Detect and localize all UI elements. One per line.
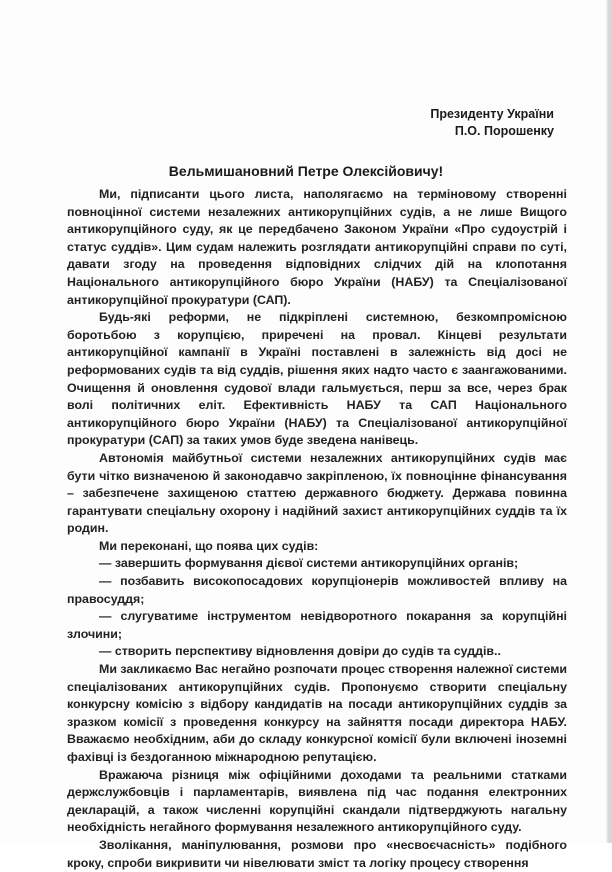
list-item-3: — слугуватиме інструментом невідворотного покарання за корупційні злочини; xyxy=(67,609,567,641)
addressee-name: П.О. Порошенку xyxy=(454,124,554,138)
paragraph-reforms: Будь-які реформи, не підкріплені системною, безкомпромісною боротьбою з корупцією, приречені на провал. Кінцеві результати антикорупційної кампанії в Україні поставлені в залежність від досі не реформованих судів та від суддів, рішення яких надто часто є заангажованими. Очищення й оновлення судової влади гальмується, перш за все, через брак волі політичних еліт. Ефективність НАБУ та САП Національного антикорупційного бюро України (НАБУ) та Спеціалізованої антикорупційної прокуратури (САП) за таких умов буде зведена нанівець. xyxy=(67,310,567,448)
paragraph-conviction: Ми переконані, що поява цих судів: xyxy=(99,538,319,553)
paragraph-delay: Зволікання, маніпулювання, розмови про «несвоєчасність» подібного кроку, спроби викривити чи нівелювати зміст та логіку процесу створення xyxy=(67,837,567,870)
page-edge-shadow xyxy=(606,0,610,843)
list-item-4: — створить перспективу відновлення довіри до судів та суддів.. xyxy=(99,644,501,659)
paragraph-declarations: Вражаюча різниця між офіційними доходами та реальними статками держслужбовців і парламентарів, виявлена під час подання електронних декларацій, а також численні корупційні скандали підтверджують нагальну необхідність негайного формування незалежного антикорупційного суду. xyxy=(67,767,567,835)
list-item-2: — позбавить високопосадових корупціонерів можливостей впливу на правосуддя; xyxy=(67,574,567,606)
list-item-1: — завершить формування дієвої системи антикорупційних органів; xyxy=(99,556,519,571)
paragraph-intro: Ми, підписанти цього листа, наполягаємо на терміновому створенні повноцінної системи незалежних антикорупційних судів, а не лише Вищого антикорупційного суду, як це передбачено Законом України «Про судоустрій і статус суддів». Цим судам належить розглядати антикорупційні справи по суті, давати згоду на проведення відповідних слідчих дій на клопотання Національного антикорупційного бюро України (НАБУ) та Спеціалізованої антикорупційної прокуратури (САП). xyxy=(67,187,567,307)
salutation: Вельмишановний Петре Олексійовичу! xyxy=(168,163,444,179)
addressee-title: Президенту України xyxy=(430,107,554,121)
letter-body xyxy=(67,186,567,872)
addressee-block xyxy=(430,106,554,140)
paragraph-appeal: Ми закликаємо Вас негайно розпочати процес створення належної системи спеціалізованих антикорупційних судів. Пропонуємо створити спеціальну конкурсну комісію з відбору кандидатів на посади антикорупційних суддів за зразком комісії з проведення конкурсу на зайняття посади директора НАБУ. Вважаємо необхідним, аби до складу конкурсної комісії були включені іноземні фахівці із бездоганною міжнародною репутацією. xyxy=(67,662,567,764)
paragraph-autonomy: Автономія майбутньої системи незалежних антикорупційних судів має бути чітко визначеною й законодавчо закріпленою, їх повноцінне фінансування – забезпечене захищеною статтею державного бюджету. Держава повинна гарантувати спеціальну охорону і надійний захист антикорупційних суддів та їх родин. xyxy=(67,450,567,536)
